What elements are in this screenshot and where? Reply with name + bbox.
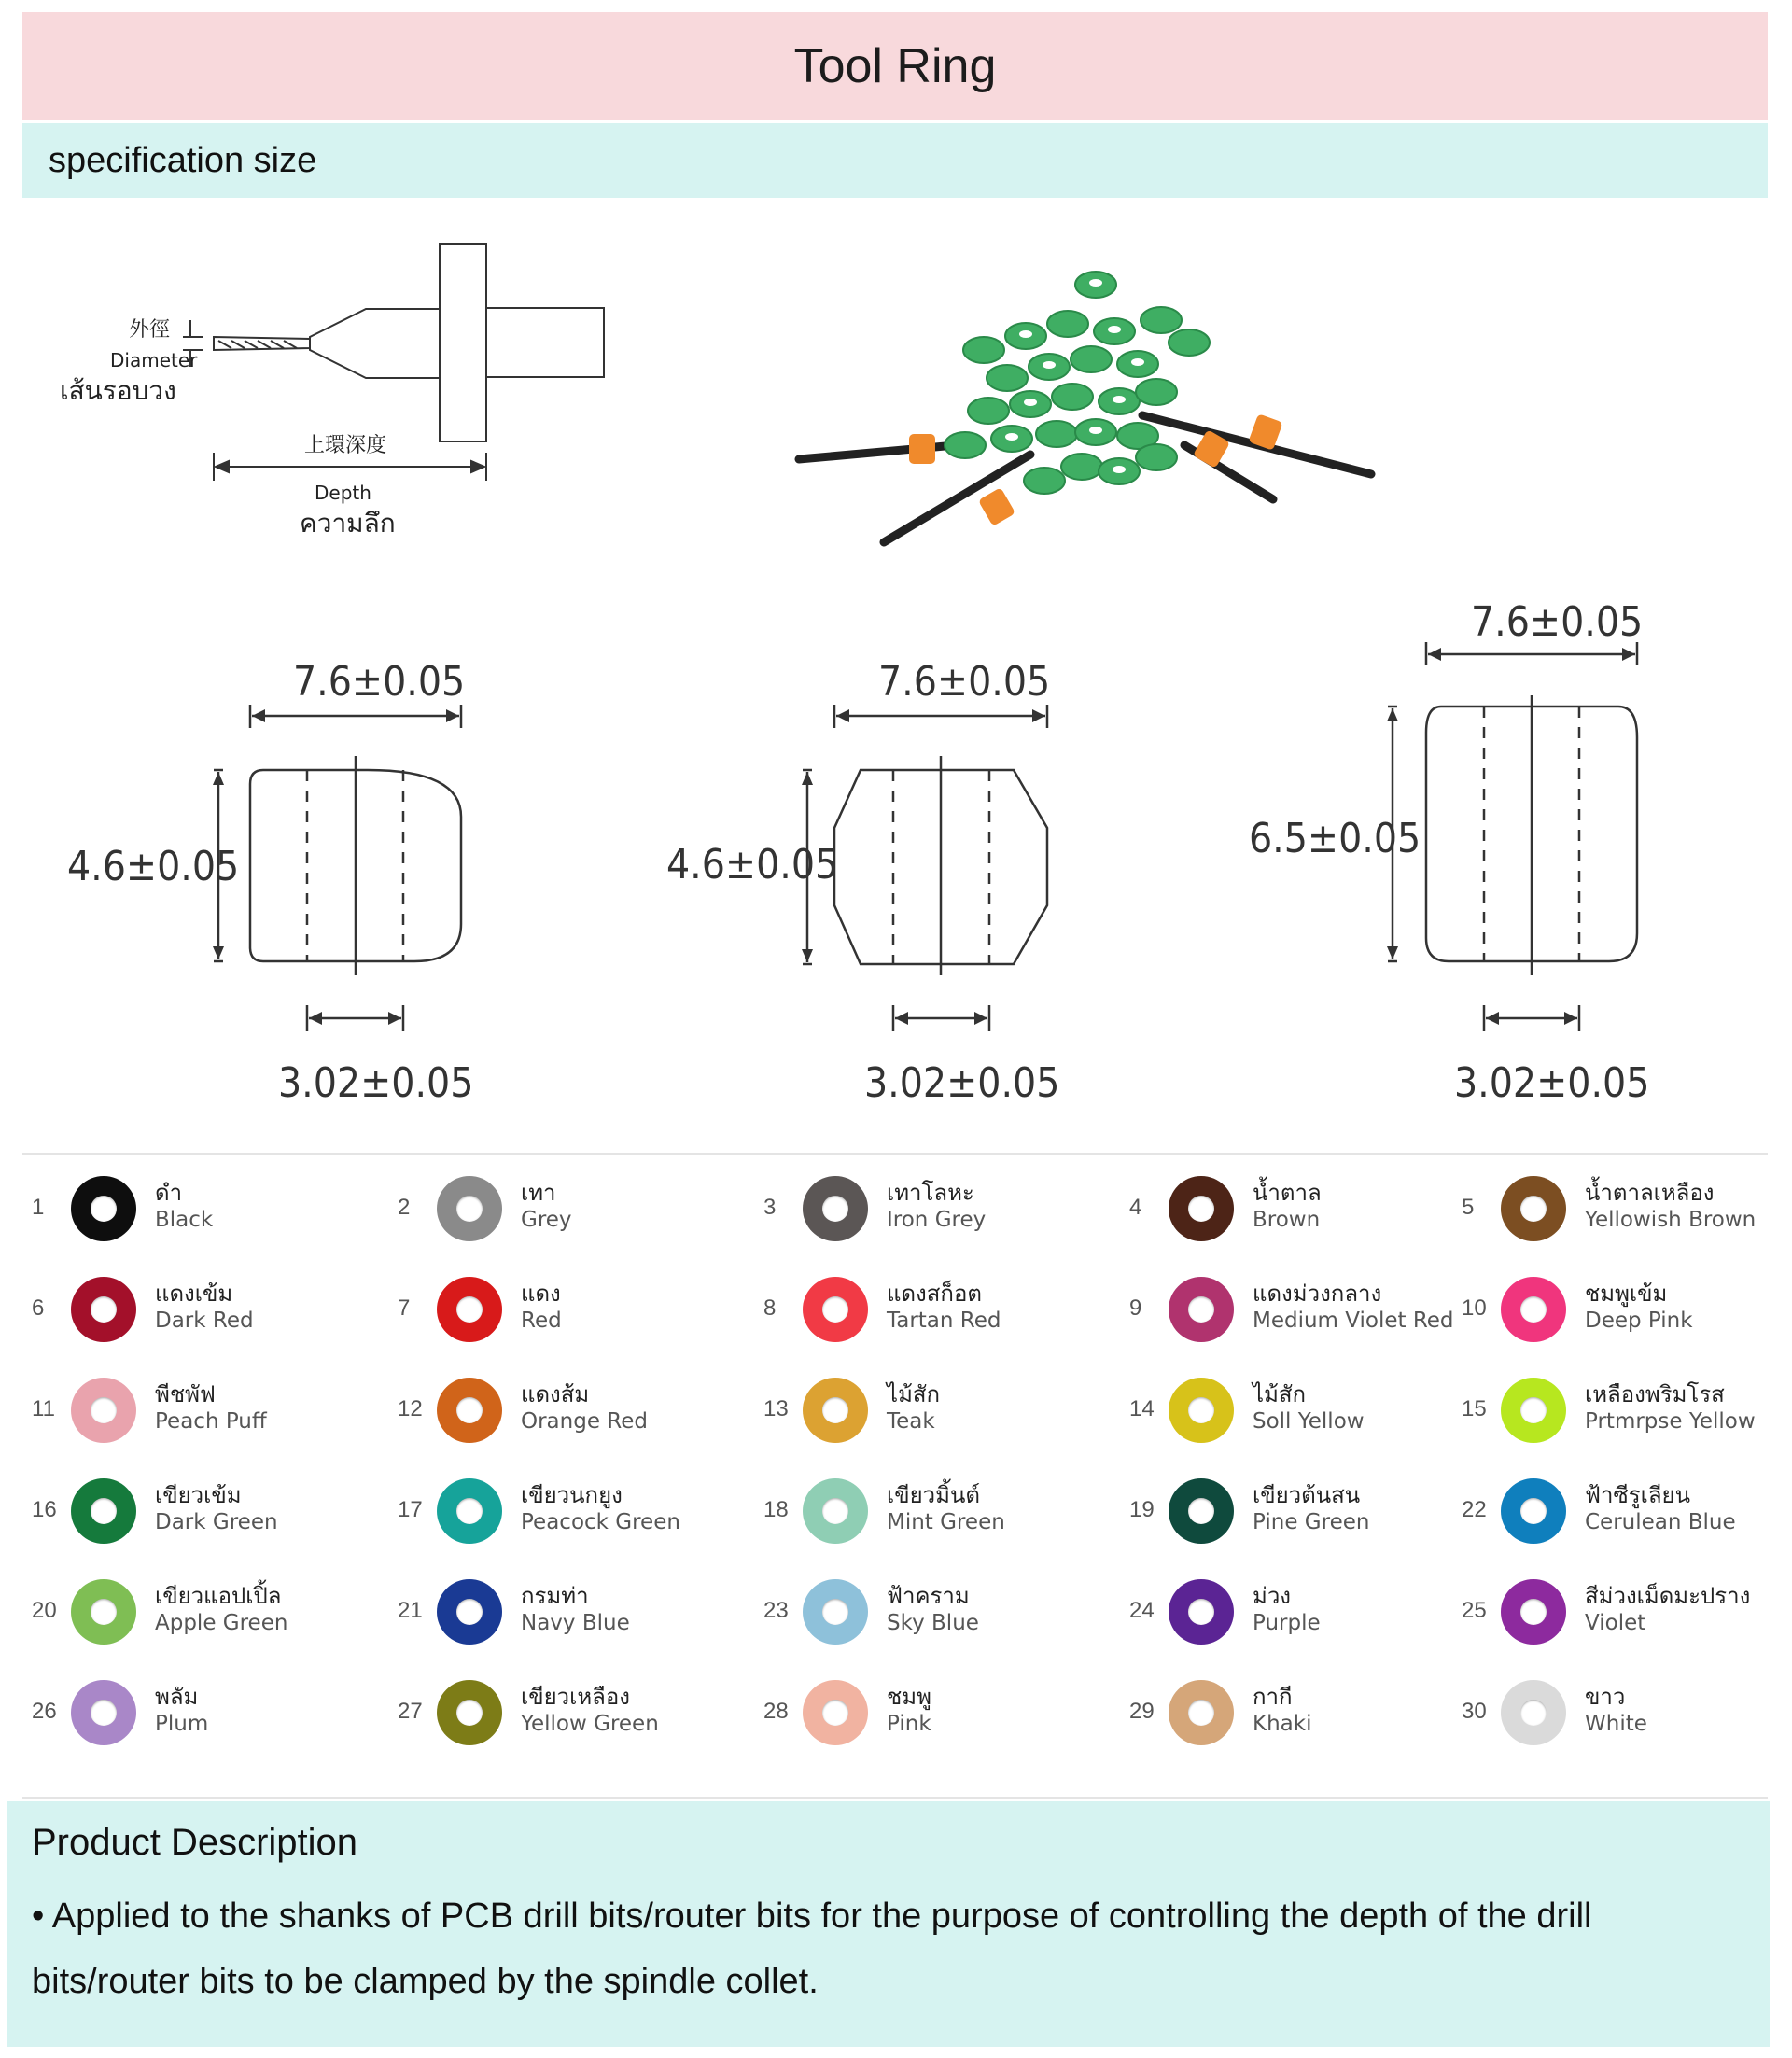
color-ring-icon — [1169, 1378, 1234, 1443]
color-name-thai: ฟ้าคราม — [887, 1583, 970, 1609]
color-ring-icon — [437, 1680, 502, 1745]
color-name-english: Yellowish Brown — [1585, 1208, 1757, 1232]
tool-taper — [310, 309, 440, 378]
color-swatch — [1462, 1572, 1792, 1656]
color-name-thai: พีชพัฟ — [155, 1381, 216, 1407]
color-ring-icon — [1169, 1176, 1234, 1241]
depth-cjk-label: 上環深度 — [304, 434, 387, 457]
color-ring-icon — [1501, 1176, 1566, 1241]
color-name-thai: เขียวเข้ม — [155, 1482, 242, 1508]
color-name-english: Yellow Green — [521, 1712, 659, 1736]
color-number: 20 — [32, 1598, 57, 1623]
color-name-english: Plum — [155, 1712, 209, 1736]
color-swatch — [1462, 1673, 1792, 1757]
color-swatch — [1129, 1471, 1465, 1555]
color-number: 15 — [1462, 1396, 1487, 1421]
dimension-drawing-1 — [214, 705, 461, 1031]
color-name-thai: ดำ — [155, 1180, 183, 1206]
color-name-thai: เขียวเหลือง — [521, 1684, 631, 1710]
color-name-english: Apple Green — [155, 1611, 288, 1635]
tool-ring-collar — [440, 244, 486, 441]
color-name-english: Pine Green — [1253, 1510, 1370, 1534]
color-name-thai: เขียวต้นสน — [1253, 1482, 1361, 1508]
color-number: 13 — [763, 1396, 789, 1421]
color-name-thai: กากี — [1253, 1684, 1293, 1710]
color-swatch — [398, 1370, 734, 1454]
product-photo — [799, 272, 1371, 542]
color-name-thai: เขียวนกยูง — [521, 1482, 623, 1508]
section-subtitle: specification size — [49, 140, 317, 180]
color-name-english: Black — [155, 1208, 214, 1232]
color-name-english: Peacock Green — [521, 1510, 680, 1534]
color-ring-icon — [803, 1277, 868, 1342]
color-number: 23 — [763, 1598, 789, 1623]
dim-bottom-2: 3.02±0.05 — [864, 1059, 1060, 1107]
specification-area — [22, 201, 1768, 1151]
color-ring-icon — [1169, 1478, 1234, 1544]
color-name-english: Sky Blue — [887, 1611, 979, 1635]
color-ring-icon — [803, 1579, 868, 1645]
color-name-english: Navy Blue — [521, 1611, 630, 1635]
color-name-thai: ขาว — [1585, 1684, 1626, 1710]
color-ring-icon — [1169, 1680, 1234, 1745]
color-swatch — [763, 1572, 1099, 1656]
color-swatch — [32, 1370, 368, 1454]
color-ring-icon — [71, 1277, 136, 1342]
color-ring-icon — [1501, 1277, 1566, 1342]
color-swatch — [32, 1471, 368, 1555]
color-swatch — [32, 1269, 368, 1353]
color-ring-icon — [1501, 1579, 1566, 1645]
color-name-english: Red — [521, 1309, 562, 1333]
green-rings-pile — [945, 272, 1210, 494]
color-number: 1 — [32, 1195, 45, 1220]
color-name-english: Purple — [1253, 1611, 1321, 1635]
color-name-thai: ฟ้าซีรูเลียน — [1585, 1482, 1691, 1508]
color-number: 18 — [763, 1497, 789, 1522]
orange-ring-1 — [909, 434, 935, 464]
color-name-thai: น้ำตาลเหลือง — [1585, 1180, 1715, 1206]
color-ring-icon — [803, 1378, 868, 1443]
orange-ring-2 — [978, 487, 1015, 526]
color-ring-icon — [803, 1176, 868, 1241]
color-number: 19 — [1129, 1497, 1155, 1522]
color-name-thai: ไม้สัก — [887, 1381, 941, 1407]
diameter-th-label: เส้นรอบวง — [60, 375, 176, 406]
color-ring-icon — [803, 1680, 868, 1745]
subtitle-banner — [22, 123, 1768, 198]
color-swatch — [763, 1269, 1099, 1353]
dim-top-1: 7.6±0.05 — [293, 658, 466, 706]
color-swatch — [1462, 1169, 1792, 1253]
color-number: 8 — [763, 1295, 777, 1321]
divider-bottom — [22, 1797, 1768, 1799]
color-name-thai: เขียวแอปเปิ้ล — [155, 1583, 282, 1609]
color-name-thai: เหลืองพริมโรส — [1585, 1381, 1725, 1407]
spec-drawings — [22, 201, 1768, 1151]
color-number: 2 — [398, 1195, 411, 1220]
color-swatch — [398, 1169, 734, 1253]
color-ring-icon — [1501, 1378, 1566, 1443]
color-ring-icon — [1169, 1277, 1234, 1342]
color-swatch — [763, 1370, 1099, 1454]
dim-top-3: 7.6±0.05 — [1471, 598, 1644, 646]
dim-bottom-1: 3.02±0.05 — [278, 1059, 474, 1107]
color-swatch — [398, 1572, 734, 1656]
color-name-thai: เทา — [521, 1180, 556, 1206]
color-ring-icon — [437, 1378, 502, 1443]
color-name-english: Soll Yellow — [1253, 1409, 1365, 1434]
color-number: 26 — [32, 1699, 57, 1724]
diameter-cjk-label: 外徑 — [129, 318, 171, 342]
color-swatch — [398, 1471, 734, 1555]
color-name-english: Brown — [1253, 1208, 1321, 1232]
color-name-english: Tartan Red — [887, 1309, 1001, 1333]
flute-hatching — [218, 341, 297, 348]
color-name-english: Prtmrpse Yellow — [1585, 1409, 1756, 1434]
color-number: 16 — [32, 1497, 57, 1522]
color-name-english: Dark Green — [155, 1510, 278, 1534]
color-swatch — [1462, 1370, 1792, 1454]
color-number: 21 — [398, 1598, 423, 1623]
color-number: 5 — [1462, 1195, 1475, 1220]
tool-shank — [486, 308, 604, 377]
color-ring-icon — [437, 1277, 502, 1342]
color-number: 27 — [398, 1699, 423, 1724]
color-number: 6 — [32, 1295, 45, 1321]
color-name-thai: สีม่วงเม็ดมะปราง — [1585, 1583, 1751, 1609]
color-number: 10 — [1462, 1295, 1487, 1321]
color-swatch — [1129, 1169, 1465, 1253]
color-number: 30 — [1462, 1699, 1487, 1724]
color-name-thai: พลัม — [155, 1684, 199, 1710]
color-name-thai: แดงม่วงกลาง — [1253, 1281, 1382, 1307]
color-name-english: Peach Puff — [155, 1409, 267, 1434]
color-swatch — [1462, 1269, 1792, 1353]
drill-bit-bottom — [884, 455, 1030, 542]
color-name-thai: แดงสก็อต — [887, 1281, 982, 1307]
color-swatch — [1129, 1370, 1465, 1454]
color-swatch — [1129, 1269, 1465, 1353]
color-name-english: Mint Green — [887, 1510, 1005, 1534]
color-name-english: Orange Red — [521, 1409, 648, 1434]
title-banner — [22, 12, 1768, 120]
color-name-english: Grey — [521, 1208, 572, 1232]
color-name-thai: ชมพู — [887, 1684, 931, 1710]
color-name-english: Dark Red — [155, 1309, 254, 1333]
color-name-thai: ม่วง — [1253, 1583, 1292, 1609]
color-number: 4 — [1129, 1195, 1142, 1220]
color-name-thai: ชมพูเข้ม — [1585, 1281, 1668, 1307]
color-chart — [22, 1157, 1768, 1792]
color-ring-icon — [803, 1478, 868, 1544]
color-name-thai: น้ำตาล — [1253, 1180, 1322, 1206]
color-name-english: Deep Pink — [1585, 1309, 1693, 1333]
color-swatch — [398, 1673, 734, 1757]
color-ring-icon — [1501, 1680, 1566, 1745]
color-number: 17 — [398, 1497, 423, 1522]
color-number: 7 — [398, 1295, 411, 1321]
dim-bottom-3: 3.02±0.05 — [1454, 1059, 1650, 1107]
color-ring-icon — [437, 1176, 502, 1241]
color-ring-icon — [71, 1579, 136, 1645]
color-number: 28 — [763, 1699, 789, 1724]
color-swatch — [1129, 1572, 1465, 1656]
color-name-thai: แดง — [521, 1281, 561, 1307]
color-name-english: White — [1585, 1712, 1647, 1736]
color-swatch — [32, 1673, 368, 1757]
color-name-thai: กรมท่า — [521, 1583, 589, 1609]
color-swatch — [763, 1673, 1099, 1757]
color-ring-icon — [71, 1680, 136, 1745]
color-ring-icon — [437, 1478, 502, 1544]
color-number: 25 — [1462, 1598, 1487, 1623]
color-number: 22 — [1462, 1497, 1487, 1522]
product-description — [7, 1801, 1770, 2047]
depth-th-label: ความลึก — [300, 508, 396, 539]
color-name-thai: แดงเข้ม — [155, 1281, 233, 1307]
description-heading: Product Description — [32, 1822, 358, 1863]
color-ring-icon — [71, 1478, 136, 1544]
diameter-en-label: Diameter — [110, 349, 198, 371]
color-ring-icon — [437, 1579, 502, 1645]
color-name-english: Pink — [887, 1712, 931, 1736]
color-swatch — [1462, 1471, 1792, 1555]
color-number: 24 — [1129, 1598, 1155, 1623]
color-name-english: Teak — [887, 1409, 935, 1434]
color-name-english: Cerulean Blue — [1585, 1510, 1736, 1534]
dim-top-2: 7.6±0.05 — [878, 658, 1051, 706]
color-number: 14 — [1129, 1396, 1155, 1421]
color-name-english: Iron Grey — [887, 1208, 987, 1232]
dim-side-2: 4.6±0.05 — [666, 841, 839, 889]
color-name-english: Violet — [1585, 1611, 1646, 1635]
dim-side-3: 6.5±0.05 — [1249, 815, 1421, 862]
color-number: 12 — [398, 1396, 423, 1421]
color-swatch — [398, 1269, 734, 1353]
dim-side-1: 4.6±0.05 — [67, 843, 240, 890]
color-swatch — [763, 1471, 1099, 1555]
color-number: 3 — [763, 1195, 777, 1220]
depth-en-label: Depth — [315, 482, 371, 504]
color-name-thai: เทาโลหะ — [887, 1180, 974, 1206]
page-title: Tool Ring — [793, 39, 997, 93]
color-swatch — [32, 1169, 368, 1253]
color-ring-icon — [1169, 1579, 1234, 1645]
color-number: 29 — [1129, 1699, 1155, 1724]
color-swatch — [1129, 1673, 1465, 1757]
dimension-drawing-2 — [803, 705, 1047, 1031]
color-name-thai: แดงส้ม — [521, 1381, 590, 1407]
color-name-english: Khaki — [1253, 1712, 1312, 1736]
color-name-thai: ไม้สัก — [1253, 1381, 1307, 1407]
color-ring-icon — [71, 1176, 136, 1241]
color-swatch — [763, 1169, 1099, 1253]
color-name-thai: เขียวมิ้นต์ — [887, 1482, 980, 1508]
color-ring-icon — [71, 1378, 136, 1443]
divider-top — [22, 1153, 1768, 1155]
color-number: 11 — [32, 1396, 55, 1421]
color-number: 9 — [1129, 1295, 1142, 1321]
color-swatch — [32, 1572, 368, 1656]
drill-diagram — [183, 244, 604, 481]
color-ring-icon — [1501, 1478, 1566, 1544]
color-name-english: Medium Violet Red — [1253, 1309, 1454, 1333]
dimension-drawing-3 — [1388, 642, 1637, 1031]
description-text: • Applied to the shanks of PCB drill bits/router bits for the purpose of controlling the depth of the drill bits/router bits to be clamped by the spindle collet. — [32, 1897, 1592, 2001]
